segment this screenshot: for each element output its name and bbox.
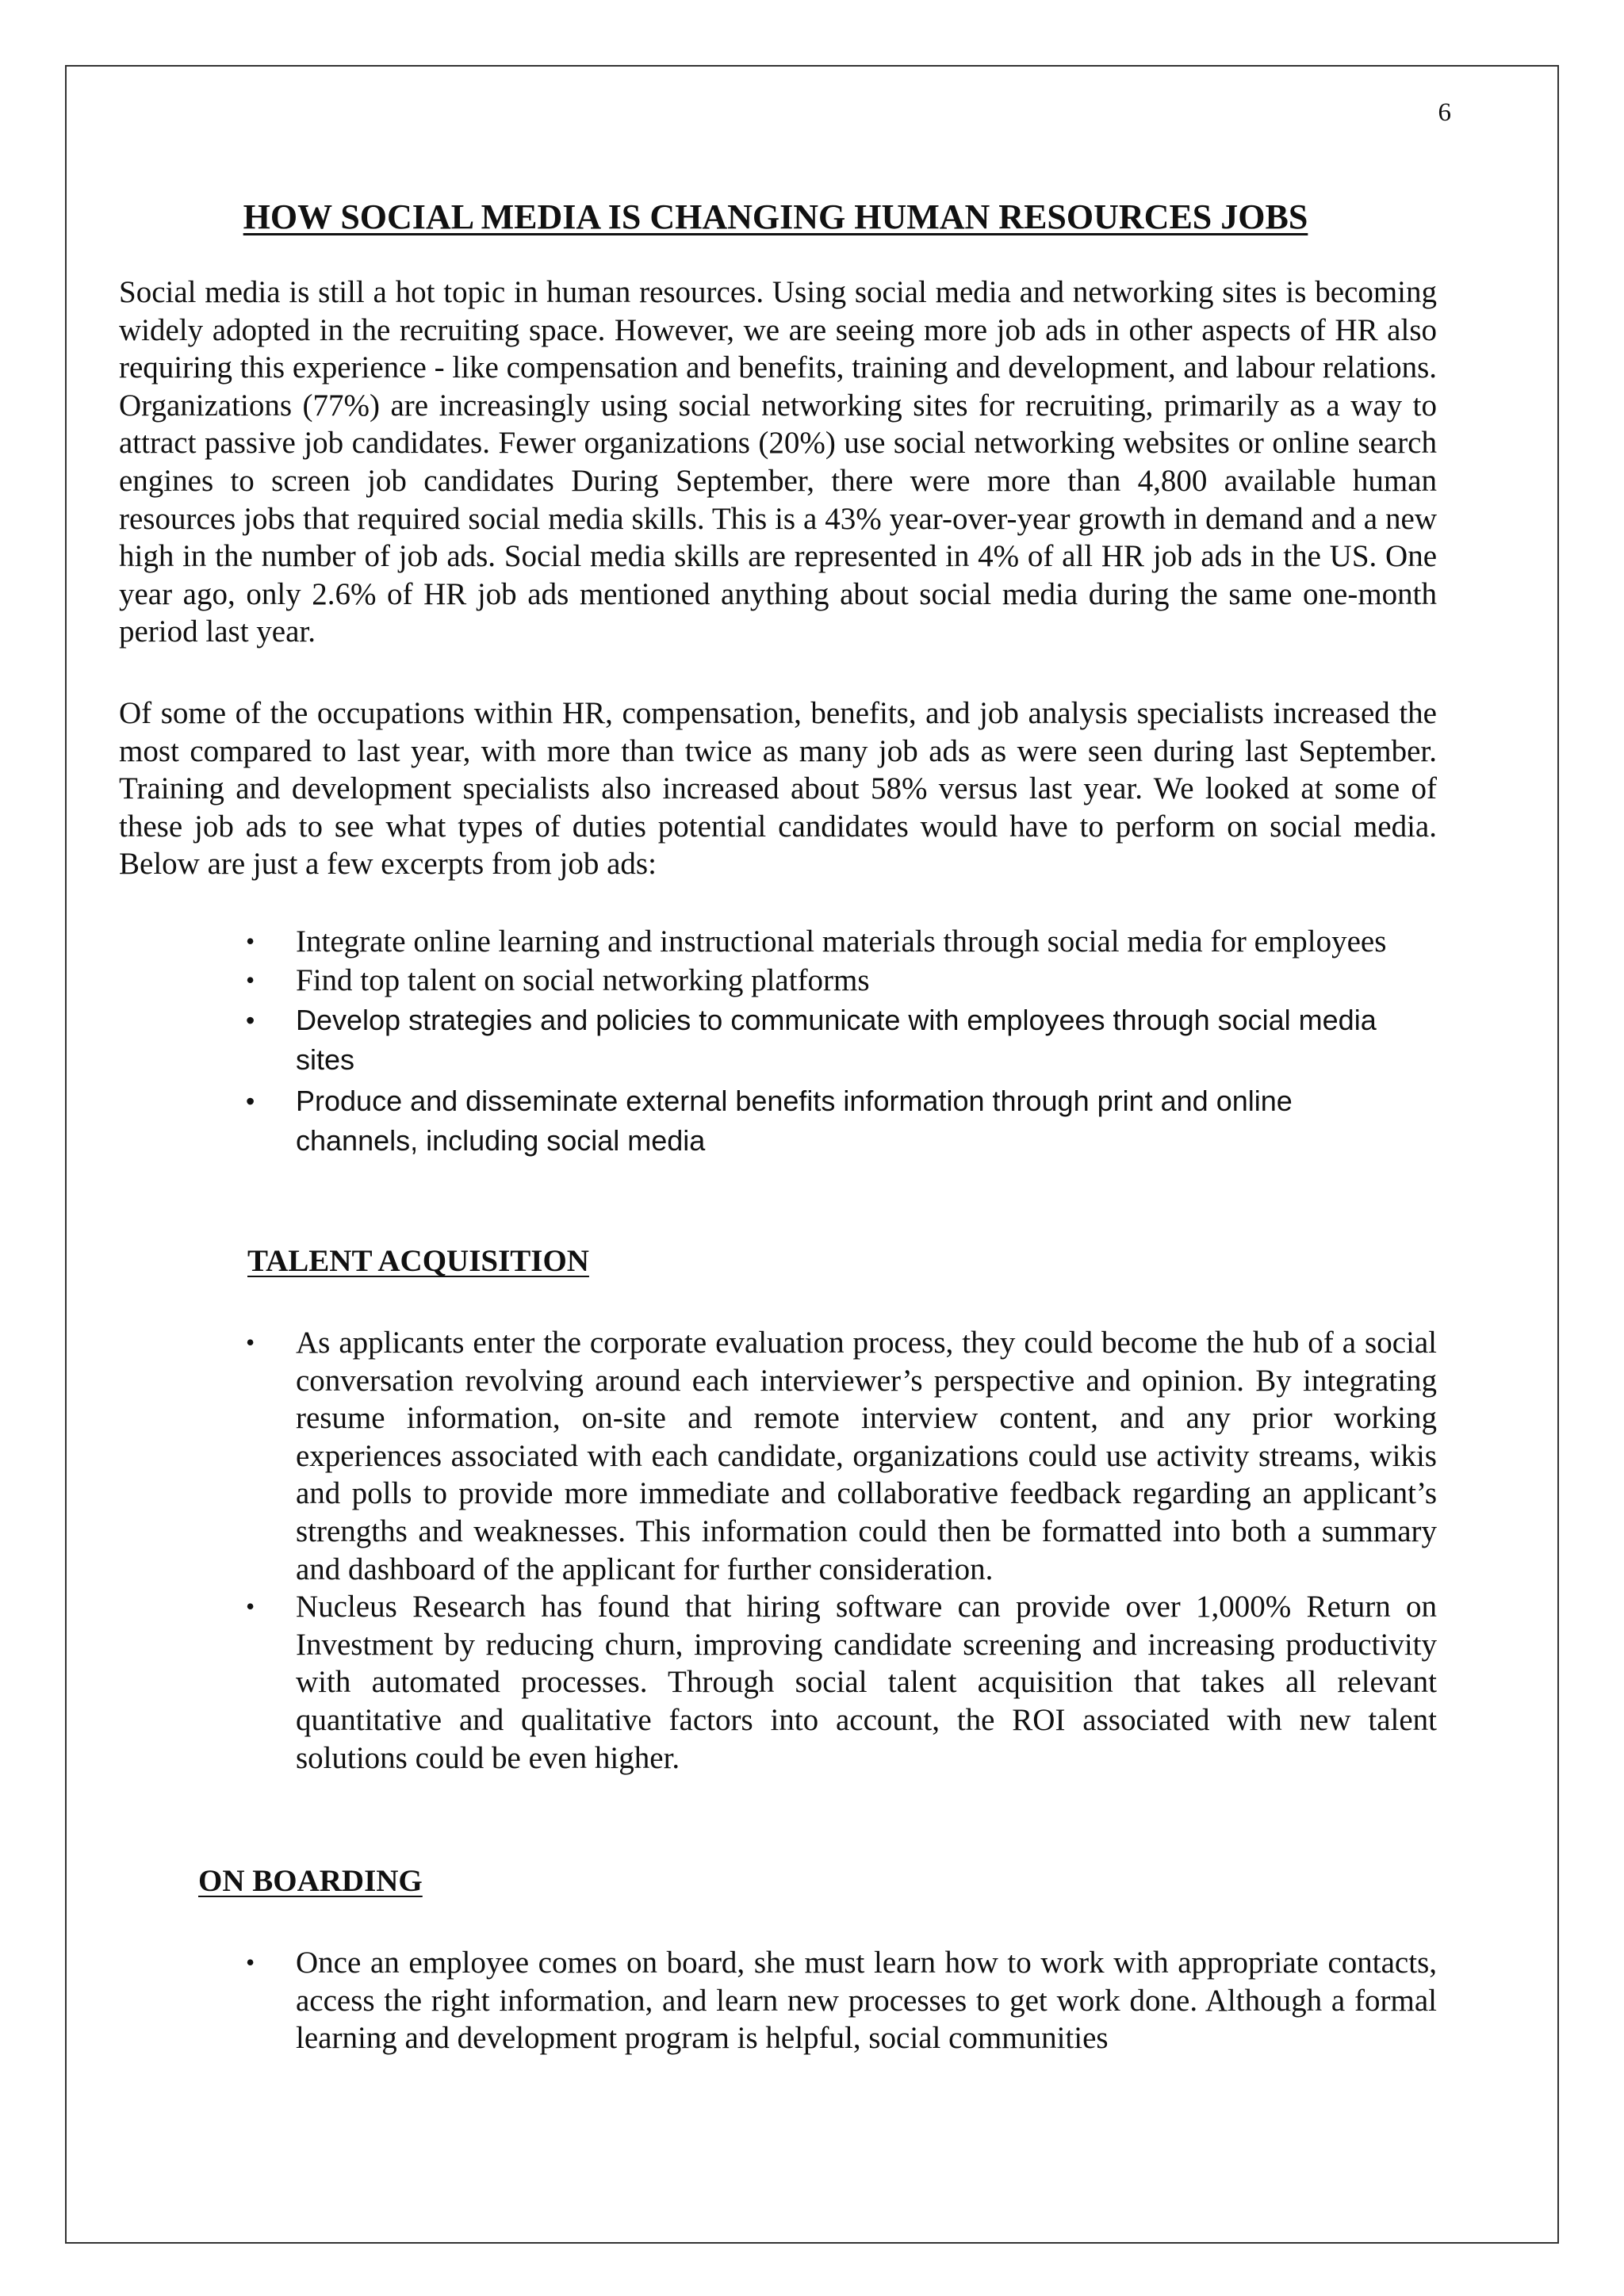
bullet-icon: • xyxy=(246,1592,255,1621)
list-item xyxy=(246,1588,1437,1777)
on-boarding-list xyxy=(246,1944,1437,2057)
bullet-icon: • xyxy=(246,1087,255,1115)
bullet-icon: • xyxy=(246,1006,255,1035)
on-boarding-heading: ON BOARDING xyxy=(198,1864,423,1898)
occupations-paragraph: Of some of the occupations within HR, compensation, benefits, and job analysis specialists increased the most compared to last year, with more than twice as many job ads as were seen during last September. Training and development specialists also increased about 58% versus last year. We looked at some of these job ads to see what types of duties potential candidates would have to perform on social media. Below are just a few excerpts from job ads: xyxy=(119,696,1437,882)
list-item-text: Integrate online learning and instructional materials through social media for employees xyxy=(296,924,1387,959)
list-item-text: As applicants enter the corporate evaluation process, they could become the hub of a social conversation revolving around each interviewer’s perspective and opinion. By integrating resume information, on-site and remote interview content, and any prior working experiences associated with each candidate, organizations could use activity streams, wikis and polls to provide more immediate and collaborative feedback regarding an applicant’s strengths and weaknesses. This information could then be formatted into both a summary and dashboard of the applicant for further consideration. xyxy=(296,1326,1437,1586)
page-title: HOW SOCIAL MEDIA IS CHANGING HUMAN RESOURCES JOBS xyxy=(243,197,1308,236)
bullet-icon: • xyxy=(246,966,255,994)
job-ad-excerpts-list xyxy=(246,923,1411,1162)
list-item-text: Produce and disseminate external benefits information through print and online channels, including social media xyxy=(296,1085,1293,1157)
list-item-text: Find top talent on social networking platforms xyxy=(296,963,870,997)
bullet-icon: • xyxy=(246,1328,255,1357)
talent-acquisition-list xyxy=(246,1324,1437,1777)
talent-acquisition-heading: TALENT ACQUISITION xyxy=(247,1244,589,1278)
list-item-text: Develop strategies and policies to communicate with employees through social media sites xyxy=(296,1004,1377,1076)
list-item xyxy=(246,1324,1437,1588)
bullet-icon: • xyxy=(246,1948,255,1976)
list-item xyxy=(246,1081,1411,1161)
list-item-text: Nucleus Research has found that hiring software can provide over 1,000% Return on Investment by reducing churn, improving candidate screening and increasing productivity with automated processes. Through social talent acquisition that takes all relevant quantitative and qualitative factors into account, the ROI associated with new talent solutions could be even higher. xyxy=(296,1590,1437,1775)
list-item xyxy=(246,1944,1437,2057)
list-item xyxy=(246,1001,1411,1080)
list-item xyxy=(246,962,1411,999)
page-number: 6 xyxy=(1438,98,1451,127)
list-item xyxy=(246,923,1411,960)
bullet-icon: • xyxy=(246,927,255,955)
intro-paragraph: Social media is still a hot topic in human resources. Using social media and networking sites is becoming widely adopted in the recruiting space. However, we are seeing more job ads in other aspects of HR also requiring this experience - like compensation and benefits, training and development, and labour relations. Organizations (77%) are increasingly using social networking sites for recruiting, primarily as a way to attract passive job candidates. Fewer organizations (20%) use social networking websites or online search engines to screen job candidates During September, there were more than 4,800 available human resources jobs that required social media skills. This is a 43% year-over-year growth in demand and a new high in the number of job ads. Social media skills are represented in 4% of all HR job ads in the US. One year ago, only 2.6% of HR job ads mentioned anything about social media during the same one-month period last year. xyxy=(119,275,1437,649)
list-item-text: Once an employee comes on board, she must learn how to work with appropriate contacts, access the right information, and learn new processes to get work done. Although a formal learning and development program is helpful, social communities xyxy=(296,1946,1437,2056)
